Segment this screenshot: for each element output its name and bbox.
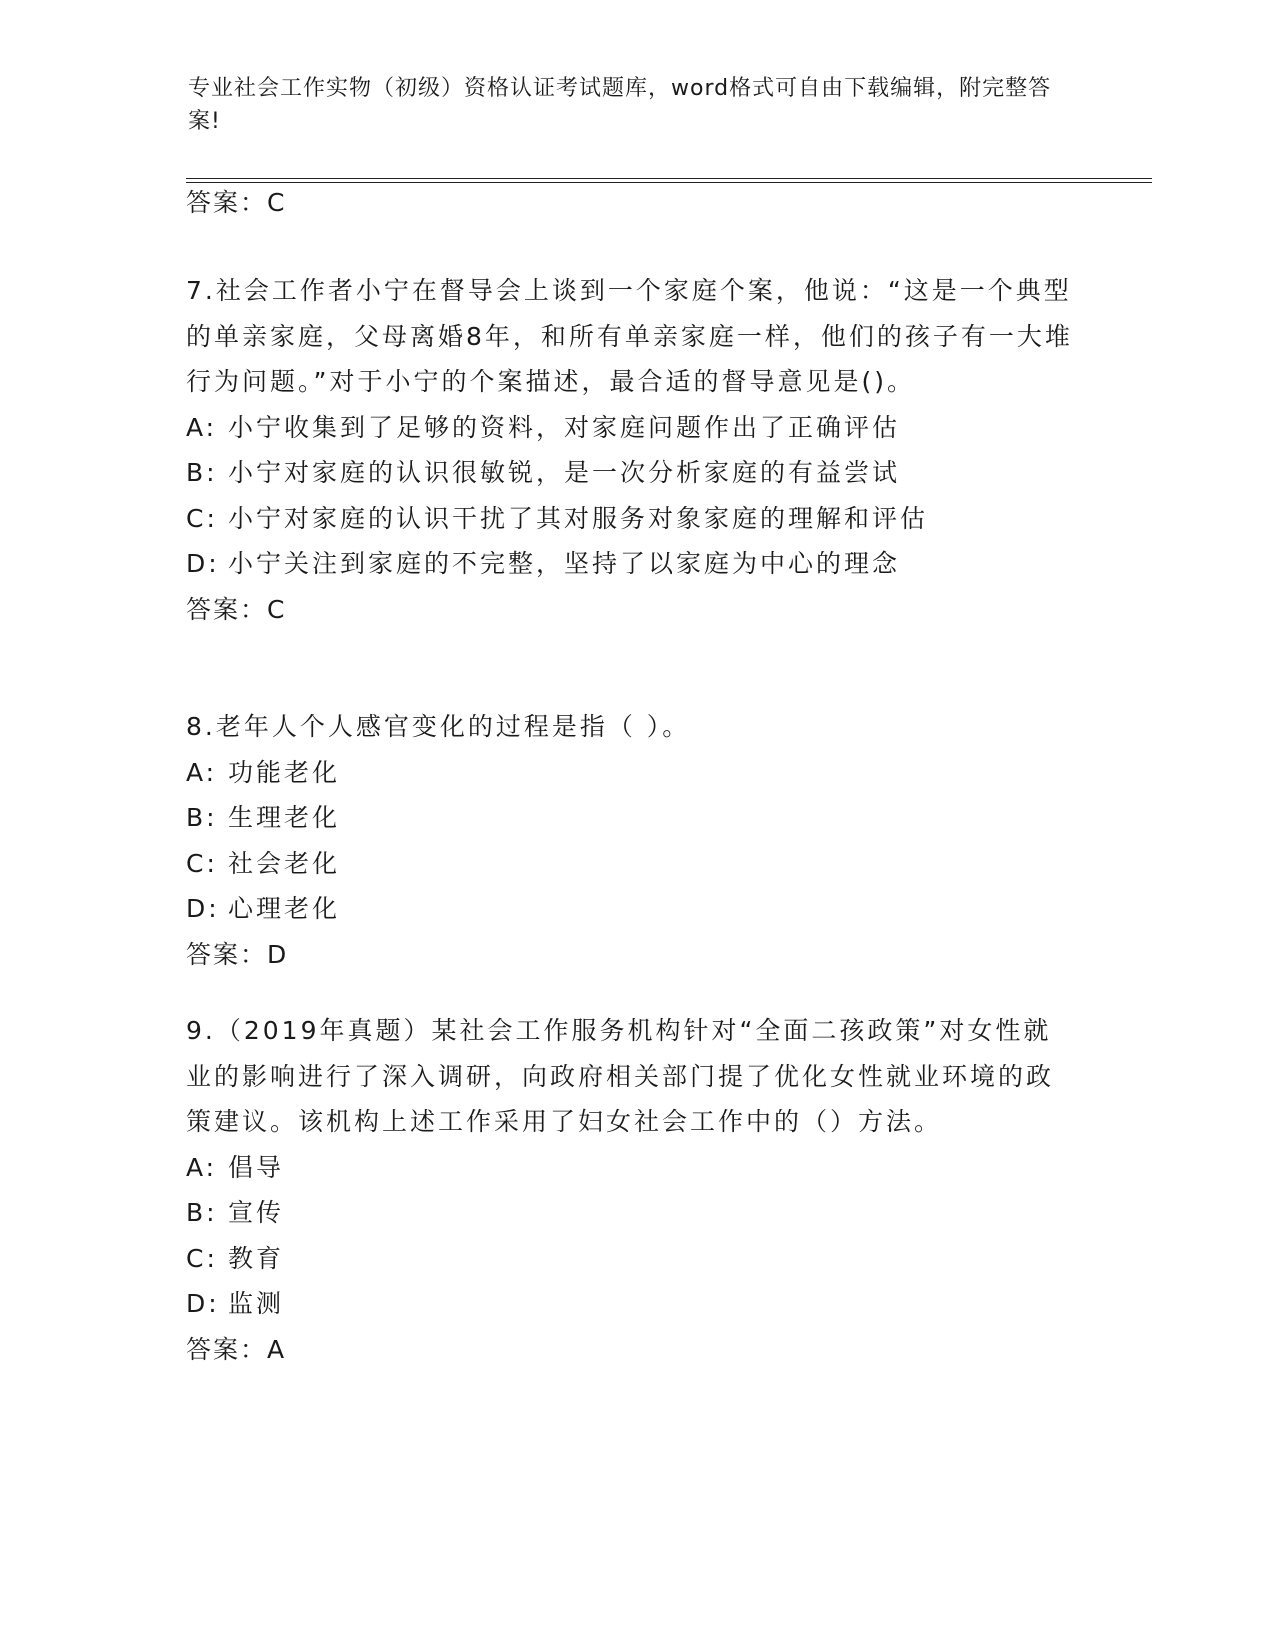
question-8-option-b [186, 795, 1076, 841]
option-key: D: [186, 549, 220, 578]
question-9-option-a [186, 1145, 1076, 1191]
option-key: C: [186, 503, 218, 533]
option-key: B: [186, 1198, 218, 1227]
header-rule-top [186, 178, 1152, 179]
option-text: 功能老化 [228, 757, 341, 787]
question-7-option-b [186, 450, 1076, 496]
question-9-option-d [186, 1281, 1076, 1327]
document-header [188, 72, 1068, 138]
question-7-answer: 答案：C [186, 594, 287, 624]
question-8-option-a [186, 750, 1076, 796]
option-text: 小宁关注到家庭的不完整，坚持了以家庭为中心的理念 [228, 549, 901, 578]
header-text: 专业社会工作实物（初级）资格认证考试题库，word格式可自由下载编辑，附完整答案! [188, 76, 1052, 134]
option-key: D: [186, 1289, 220, 1318]
option-text: 教育 [228, 1243, 285, 1273]
answer-block-previous [186, 180, 1076, 226]
option-key: D: [186, 894, 220, 923]
option-text: 小宁对家庭的认识干扰了其对服务对象家庭的理解和评估 [228, 503, 929, 533]
question-9-option-b [186, 1190, 1076, 1236]
option-text: 心理老化 [228, 894, 341, 923]
option-text: 宣传 [228, 1198, 285, 1227]
option-text: 监测 [228, 1289, 285, 1318]
question-9-option-c [186, 1236, 1076, 1282]
option-text: 小宁收集到了足够的资料，对家庭问题作出了正确评估 [228, 412, 901, 442]
option-key: A: [186, 412, 218, 442]
option-text: 生理老化 [228, 803, 341, 832]
question-7 [186, 268, 1076, 632]
question-8-option-c [186, 841, 1076, 887]
option-text: 小宁对家庭的认识很敏锐，是一次分析家庭的有益尝试 [228, 458, 901, 487]
option-key: C: [186, 848, 218, 878]
question-8 [186, 704, 1076, 977]
question-7-option-c [186, 496, 1076, 542]
answer-previous: 答案：C [186, 188, 287, 217]
option-key: A: [186, 1152, 218, 1182]
question-8-answer: 答案：D [186, 939, 289, 969]
question-8-option-d [186, 886, 1076, 932]
option-text: 倡导 [228, 1152, 285, 1182]
option-key: B: [186, 803, 218, 832]
question-7-option-d [186, 541, 1076, 587]
question-9-answer: 答案：A [186, 1334, 287, 1364]
question-9 [186, 1008, 1076, 1372]
option-key: B: [186, 458, 218, 487]
question-7-text: 7.社会工作者小宁在督导会上谈到一个家庭个案，他说：“这是一个典型的单亲家庭，父母离婚8年，和所有单亲家庭一样，他们的孩子有一大堆行为问题。”对于小宁的个案描述，最合适的督导意见是()。 [186, 276, 1073, 396]
question-7-option-a [186, 405, 1076, 451]
question-9-text: 9.（2019年真题）某社会工作服务机构针对“全面二孩政策”对女性就业的影响进行了深入调研，向政府相关部门提了优化女性就业环境的政策建议。该机构上述工作采用了妇女社会工作中的（）方法。 [186, 1016, 1055, 1136]
option-key: A: [186, 757, 218, 787]
question-8-text: 8.老年人个人感官变化的过程是指（ ）。 [186, 712, 691, 741]
option-key: C: [186, 1243, 218, 1273]
option-text: 社会老化 [228, 848, 341, 878]
